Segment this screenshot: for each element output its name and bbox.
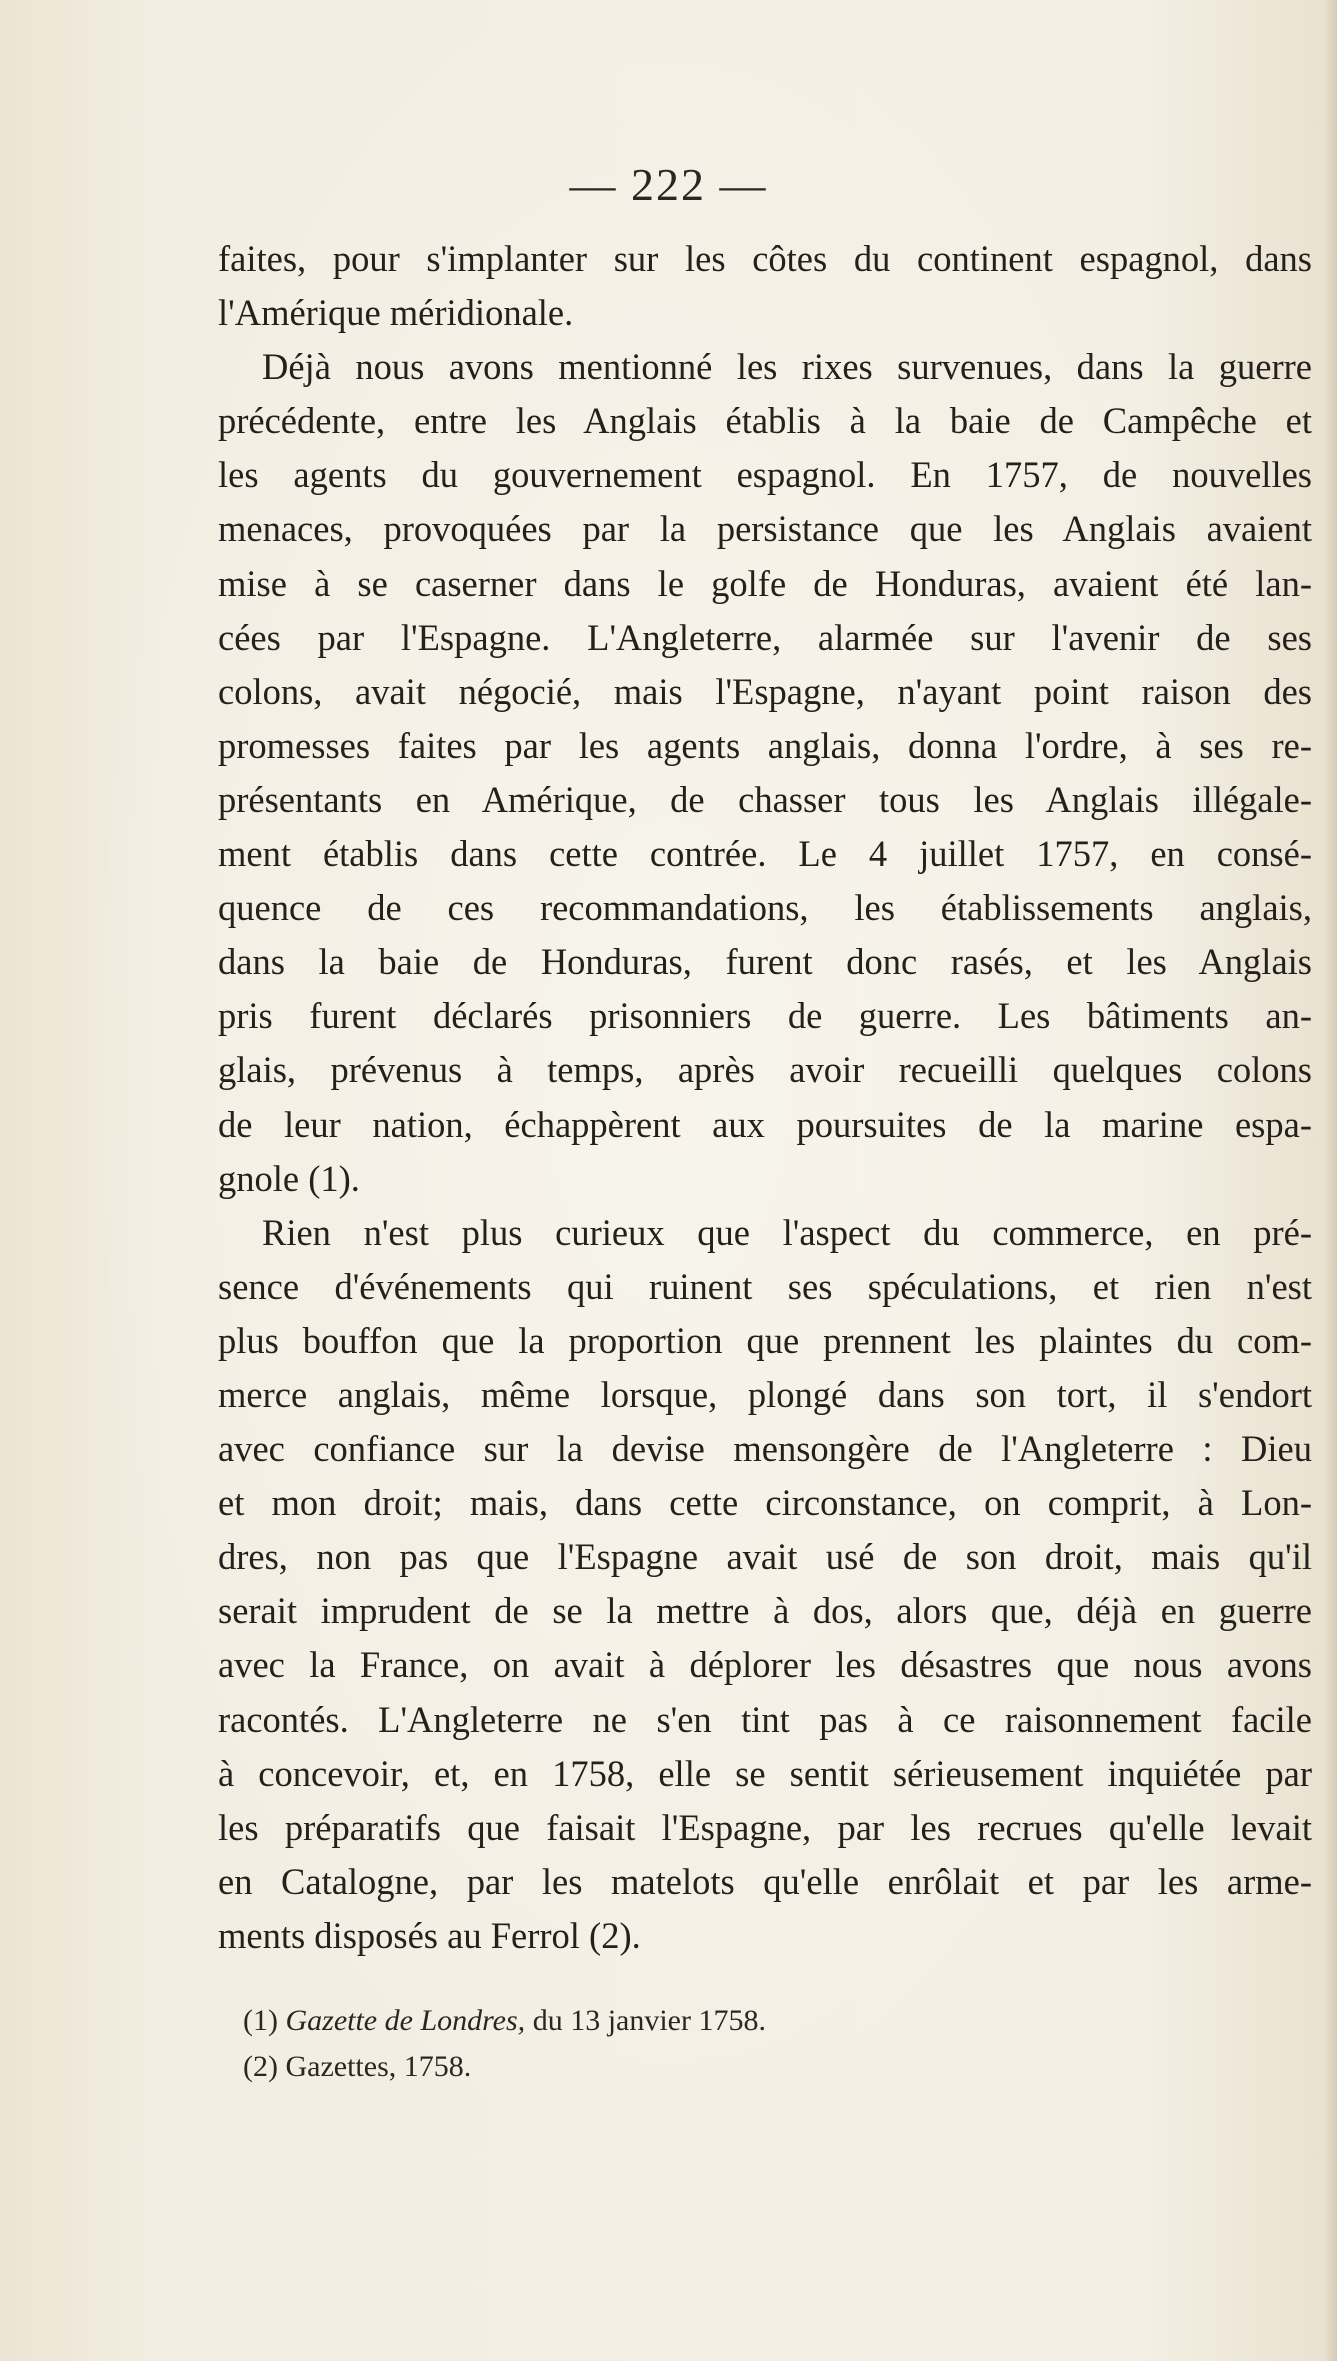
text-line: les préparatifs que faisait l'Espagne, par les recrues qu'elle levait — [218, 1806, 1312, 1848]
text-line: racontés. L'Angleterre ne s'en tint pas à ce raisonnement facile — [218, 1698, 1312, 1740]
text-line: de leur nation, échappèrent aux poursuites de la marine espa- — [218, 1103, 1312, 1145]
text-line: Déjà nous avons mentionné les rixes survenues, dans la guerre — [262, 346, 1312, 388]
text-line: promesses faites par les agents anglais, donna l'ordre, à ses re- — [218, 724, 1312, 766]
text-line: merce anglais, même lorsque, plongé dans son tort, il s'endort — [218, 1373, 1312, 1415]
text-line: pris furent déclarés prisonniers de guerre. Les bâtiments an- — [218, 995, 1312, 1037]
text-line: ment établis dans cette contrée. Le 4 juillet 1757, en consé- — [218, 833, 1312, 875]
footnote-2 — [243, 2044, 766, 2090]
text-line: menaces, provoquées par la persistance que les Anglais avaient — [218, 508, 1312, 550]
text-line: colons, avait négocié, mais l'Espagne, n'ayant point raison des — [218, 670, 1312, 712]
text-line: présentants en Amérique, de chasser tous les Anglais illégale- — [218, 778, 1312, 820]
text-line: en Catalogne, par les matelots qu'elle enrôlait et par les arme- — [218, 1860, 1312, 1902]
text-line: gnole (1). — [218, 1157, 360, 1199]
text-line: l'Amérique méridionale. — [218, 292, 574, 334]
footnotes — [243, 1998, 766, 2090]
text-line: ments disposés au Ferrol (2). — [218, 1914, 641, 1956]
text-line: faites, pour s'implanter sur les côtes du continent espagnol, dans — [218, 238, 1312, 279]
footnote-1-title: Gazette de Londres, — [285, 2004, 526, 2037]
text-line: à concevoir, et, en 1758, elle se sentit sérieusement inquiétée par — [218, 1752, 1312, 1794]
footnote-2-text: Gazettes, 1758. — [285, 2050, 472, 2083]
text-line: avec confiance sur la devise mensongère de l'Angleterre : Dieu — [218, 1428, 1312, 1470]
text-line: glais, prévenus à temps, après avoir recueilli quelques colons — [218, 1049, 1312, 1091]
text-line: serait imprudent de se la mettre à dos, alors que, déjà en guerre — [218, 1590, 1312, 1632]
body-text — [218, 232, 1312, 1963]
text-line: mise à se caserner dans le golfe de Honduras, avaient été lan- — [218, 562, 1312, 604]
text-line: les agents du gouvernement espagnol. En 1757, de nouvelles — [218, 454, 1312, 496]
footnote-2-marker: (2) — [243, 2050, 278, 2083]
footnote-1-marker: (1) — [243, 2004, 278, 2037]
text-line: avec la France, on avait à déplorer les désastres que nous avons — [218, 1644, 1312, 1686]
text-line: précédente, entre les Anglais établis à la baie de Campêche et — [218, 400, 1312, 442]
text-line: dres, non pas que l'Espagne avait usé de son droit, mais qu'il — [218, 1536, 1312, 1578]
text-line: dans la baie de Honduras, furent donc rasés, et les Anglais — [218, 941, 1312, 983]
page-number: — 222 — — [569, 159, 768, 210]
text-line: et mon droit; mais, dans cette circonstance, on comprit, à Lon- — [218, 1482, 1312, 1524]
text-line: sence d'événements qui ruinent ses spéculations, et rien n'est — [218, 1265, 1312, 1307]
text-line: quence de ces recommandations, les établissements anglais, — [218, 887, 1312, 929]
footnote-1-text: du 13 janvier 1758. — [532, 2004, 766, 2037]
text-line: cées par l'Espagne. L'Angleterre, alarmée sur l'avenir de ses — [218, 616, 1312, 658]
text-line: Rien n'est plus curieux que l'aspect du commerce, en pré- — [262, 1211, 1312, 1253]
text-line: plus bouffon que la proportion que prennent les plaintes du com- — [218, 1319, 1312, 1361]
footnote-1 — [243, 1998, 766, 2044]
page-edge-shadow — [1323, 0, 1337, 2361]
